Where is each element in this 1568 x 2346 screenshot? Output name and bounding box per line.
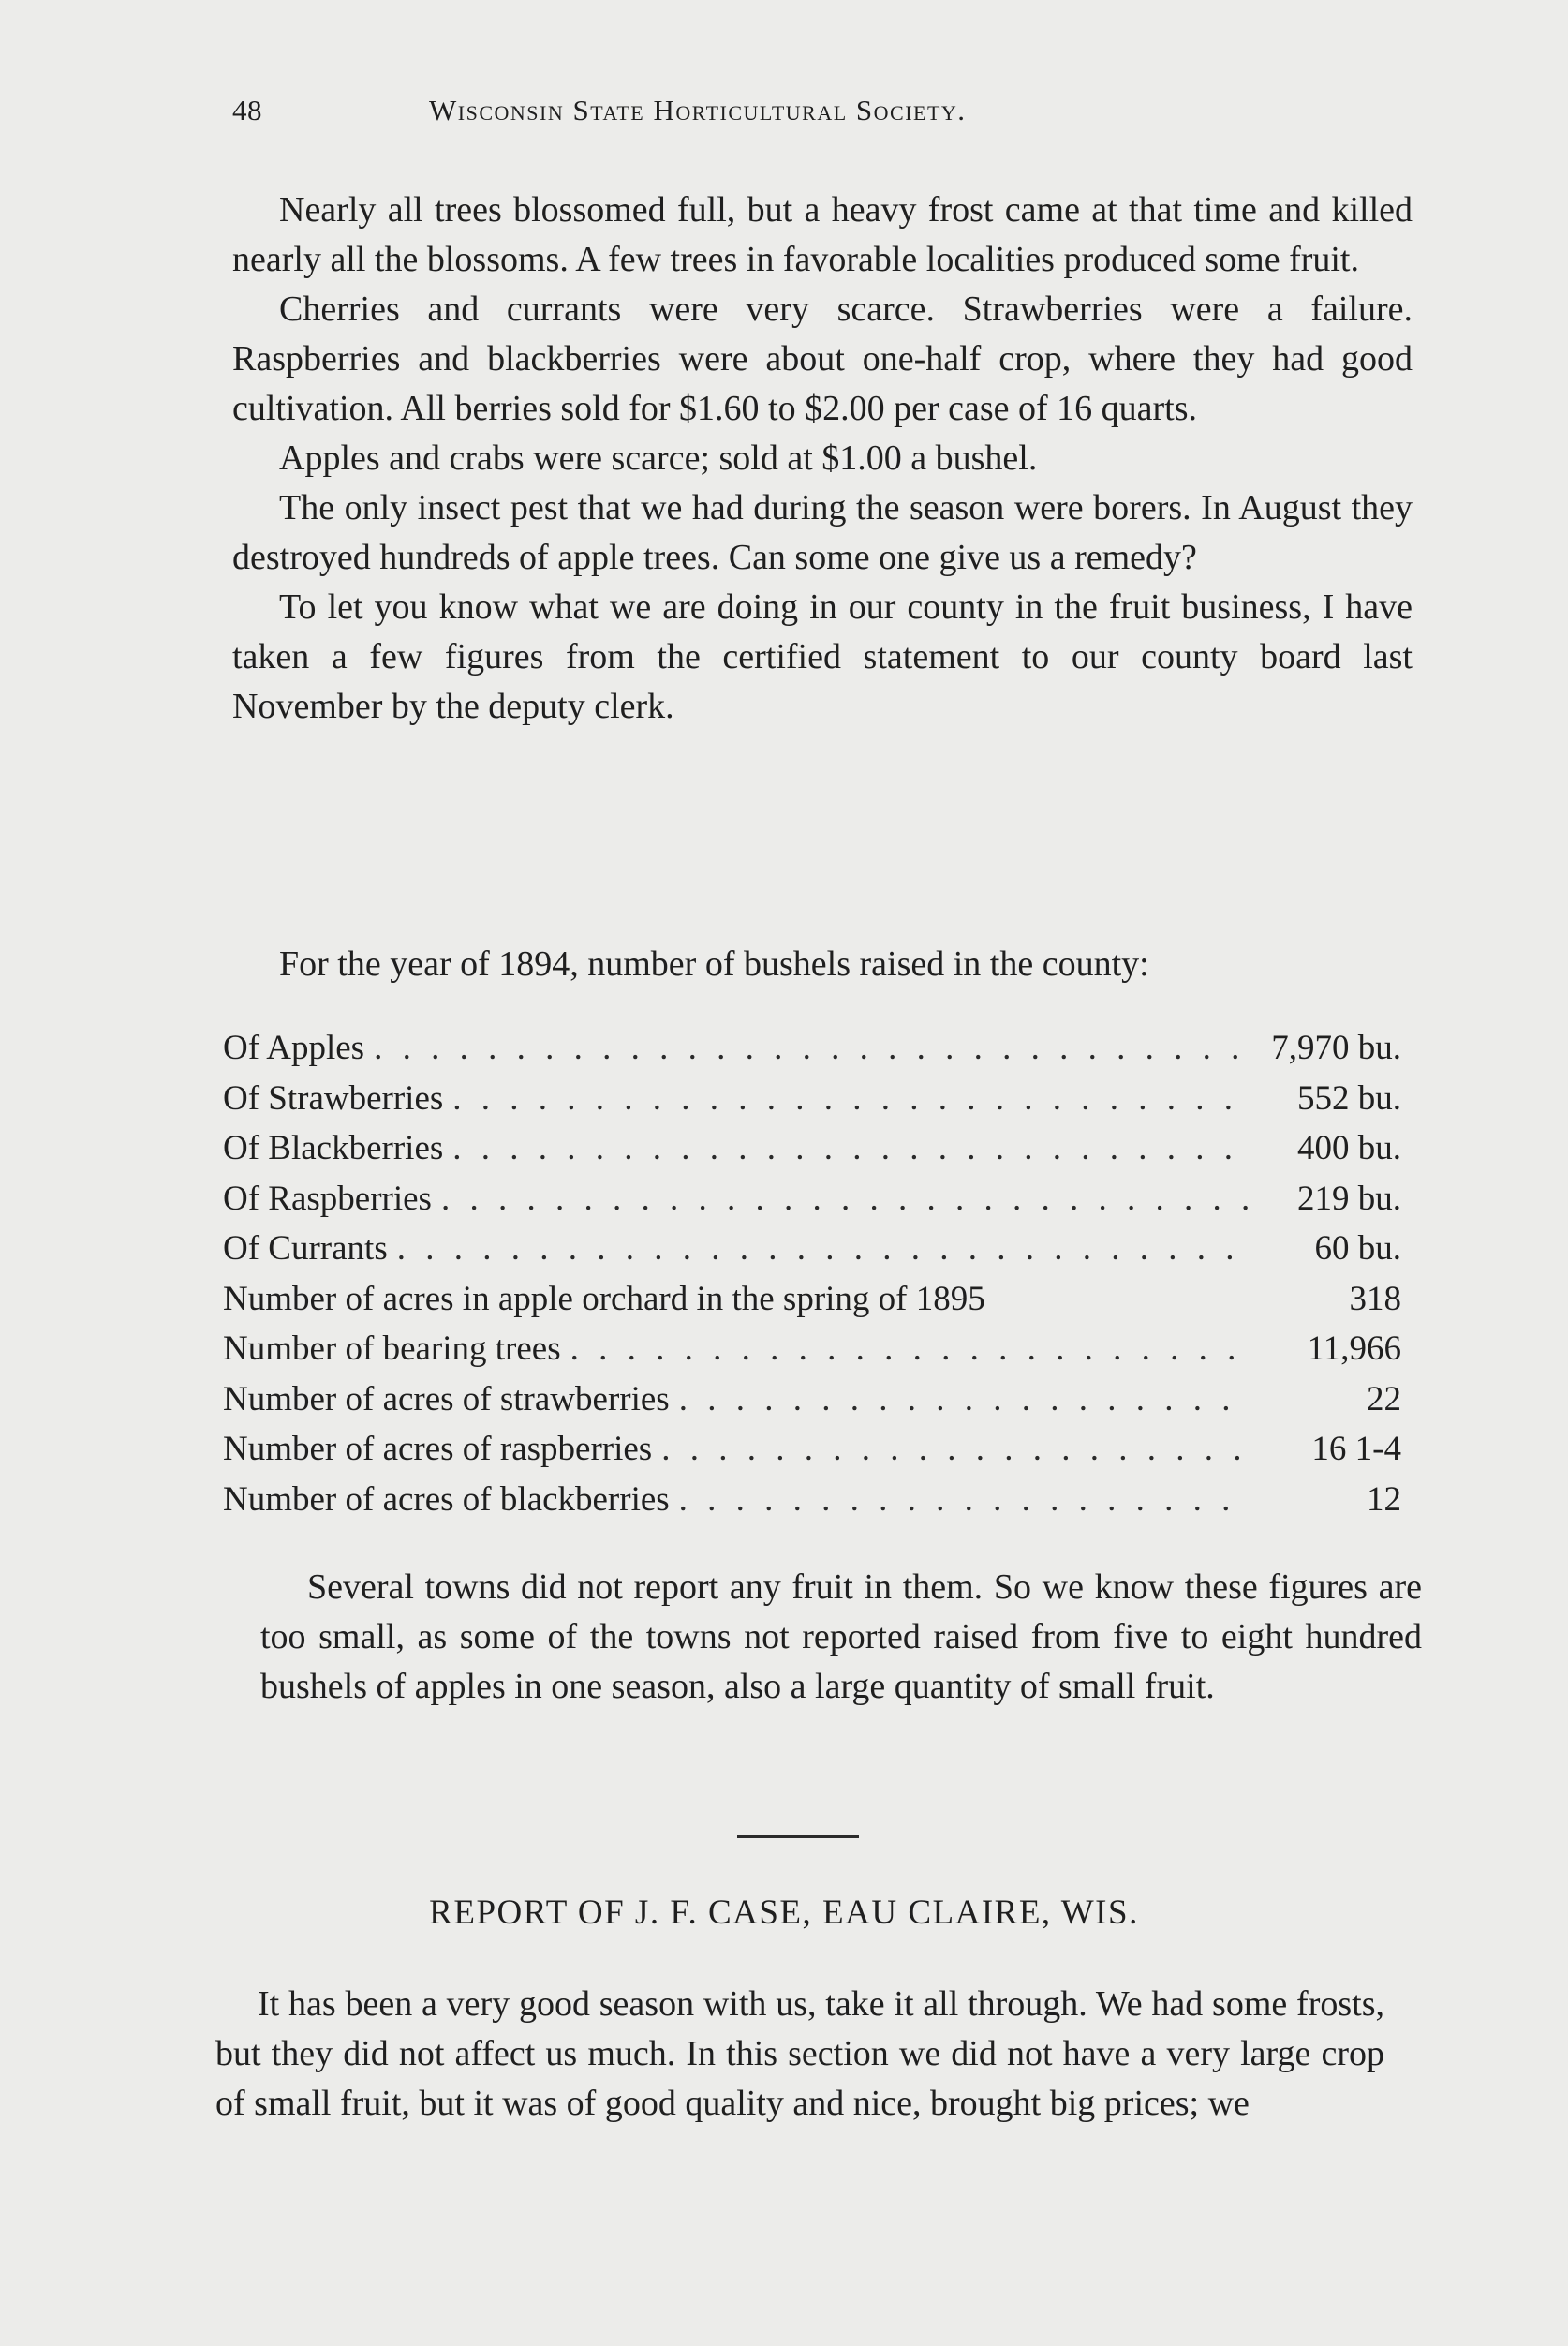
leader-dots (679, 1374, 1251, 1425)
stat-label: Of Apples (223, 1029, 365, 1067)
paragraph-frost: Nearly all trees blossomed full, but a heavy frost came at that time and killed nearly all the blossoms. A few trees in favorable localities produced some fruit. (232, 190, 1413, 279)
stat-label: Number of bearing trees (223, 1329, 561, 1368)
stat-label: Number of acres of strawberries (223, 1379, 670, 1418)
statement-intro: For the year of 1894, number of bushels raised in the county: (279, 944, 1149, 984)
leader-dots (441, 1174, 1251, 1225)
stat-value: 552 bu. (1297, 1078, 1401, 1118)
leader-dots (679, 1475, 1251, 1525)
report-title: REPORT OF J. F. CASE, EAU CLAIRE, WIS. (429, 1893, 1139, 1932)
stat-value: 22 (1367, 1379, 1401, 1418)
stat-label: Number of acres in apple orchard in the spring of 1895 (223, 1279, 985, 1318)
stat-row (223, 1123, 1401, 1174)
stat-label: Of Raspberries (223, 1179, 432, 1218)
stat-label: Number of acres of blackberries (223, 1479, 670, 1519)
statistics-table (223, 1023, 1401, 1524)
leader-dots (452, 1074, 1251, 1124)
leader-dots (452, 1123, 1251, 1174)
section-divider (737, 1835, 859, 1838)
closing-paragraph: Several towns did not report any fruit in them. So we know these figures are too small, as some of the towns not reported raised from five to eight hundred bushels of apples in one season, also a large quantity of small fruit. (260, 1567, 1422, 1706)
stat-value: 7,970 bu. (1271, 1029, 1401, 1067)
report-paragraph: It has been a very good season with us, take it all through. We had some frosts, but they did not affect us much. In this section we did not have a very large crop of small fruit, but it was of good quality and nice, brought big prices; we (215, 1984, 1384, 2123)
stat-value: 11,966 (1307, 1329, 1401, 1368)
stat-label: Of Strawberries (223, 1078, 444, 1118)
stat-label: Of Blackberries (223, 1129, 444, 1167)
stat-label: Number of acres of raspberries (223, 1430, 653, 1468)
running-title: Wisconsin State Horticultural Society. (429, 94, 967, 126)
paragraph-county-figures: To let you know what we are doing in our county in the fruit business, I have taken a few figures from the certified statement to our county board last November by the deputy clerk. (232, 587, 1413, 726)
stat-row (223, 1274, 1401, 1325)
stat-row (223, 1224, 1401, 1274)
stat-value: 219 bu. (1297, 1179, 1401, 1218)
report-section (215, 1980, 1384, 2129)
paragraph-berries: Cherries and currants were very scarce. Strawberries were a failure. Raspberries and blackberries were about one-half crop, where they had good cultivation. All berries sold for $1.60 to $2.00 per case of 16 quarts. (232, 290, 1413, 428)
stat-row (223, 1424, 1401, 1475)
stat-row (223, 1174, 1401, 1225)
stat-row (223, 1074, 1401, 1124)
stat-label: Of Currants (223, 1229, 388, 1268)
stat-row (223, 1374, 1401, 1425)
page-number: 48 (232, 94, 262, 126)
paragraph-insects: The only insect pest that we had during the season were borers. In August they destroyed hundreds of apple trees. Can some one give us a remedy? (232, 488, 1413, 577)
leader-dots (397, 1224, 1251, 1274)
leader-dots (374, 1023, 1251, 1074)
intro-section (232, 186, 1413, 732)
stat-row (223, 1475, 1401, 1525)
leader-dots (661, 1424, 1251, 1475)
stat-value: 12 (1367, 1479, 1401, 1519)
stat-value: 60 bu. (1314, 1229, 1401, 1268)
stat-row (223, 1324, 1401, 1374)
leader-dots (570, 1324, 1251, 1374)
statement-intro-section (232, 940, 1413, 989)
stat-value: 318 (1349, 1279, 1401, 1318)
stat-value: 16 1-4 (1311, 1430, 1401, 1468)
stat-value: 400 bu. (1297, 1129, 1401, 1167)
stat-row (223, 1023, 1401, 1074)
paragraph-apples: Apples and crabs were scarce; sold at $1.00 a bushel. (279, 438, 1038, 478)
closing-section (260, 1563, 1422, 1712)
